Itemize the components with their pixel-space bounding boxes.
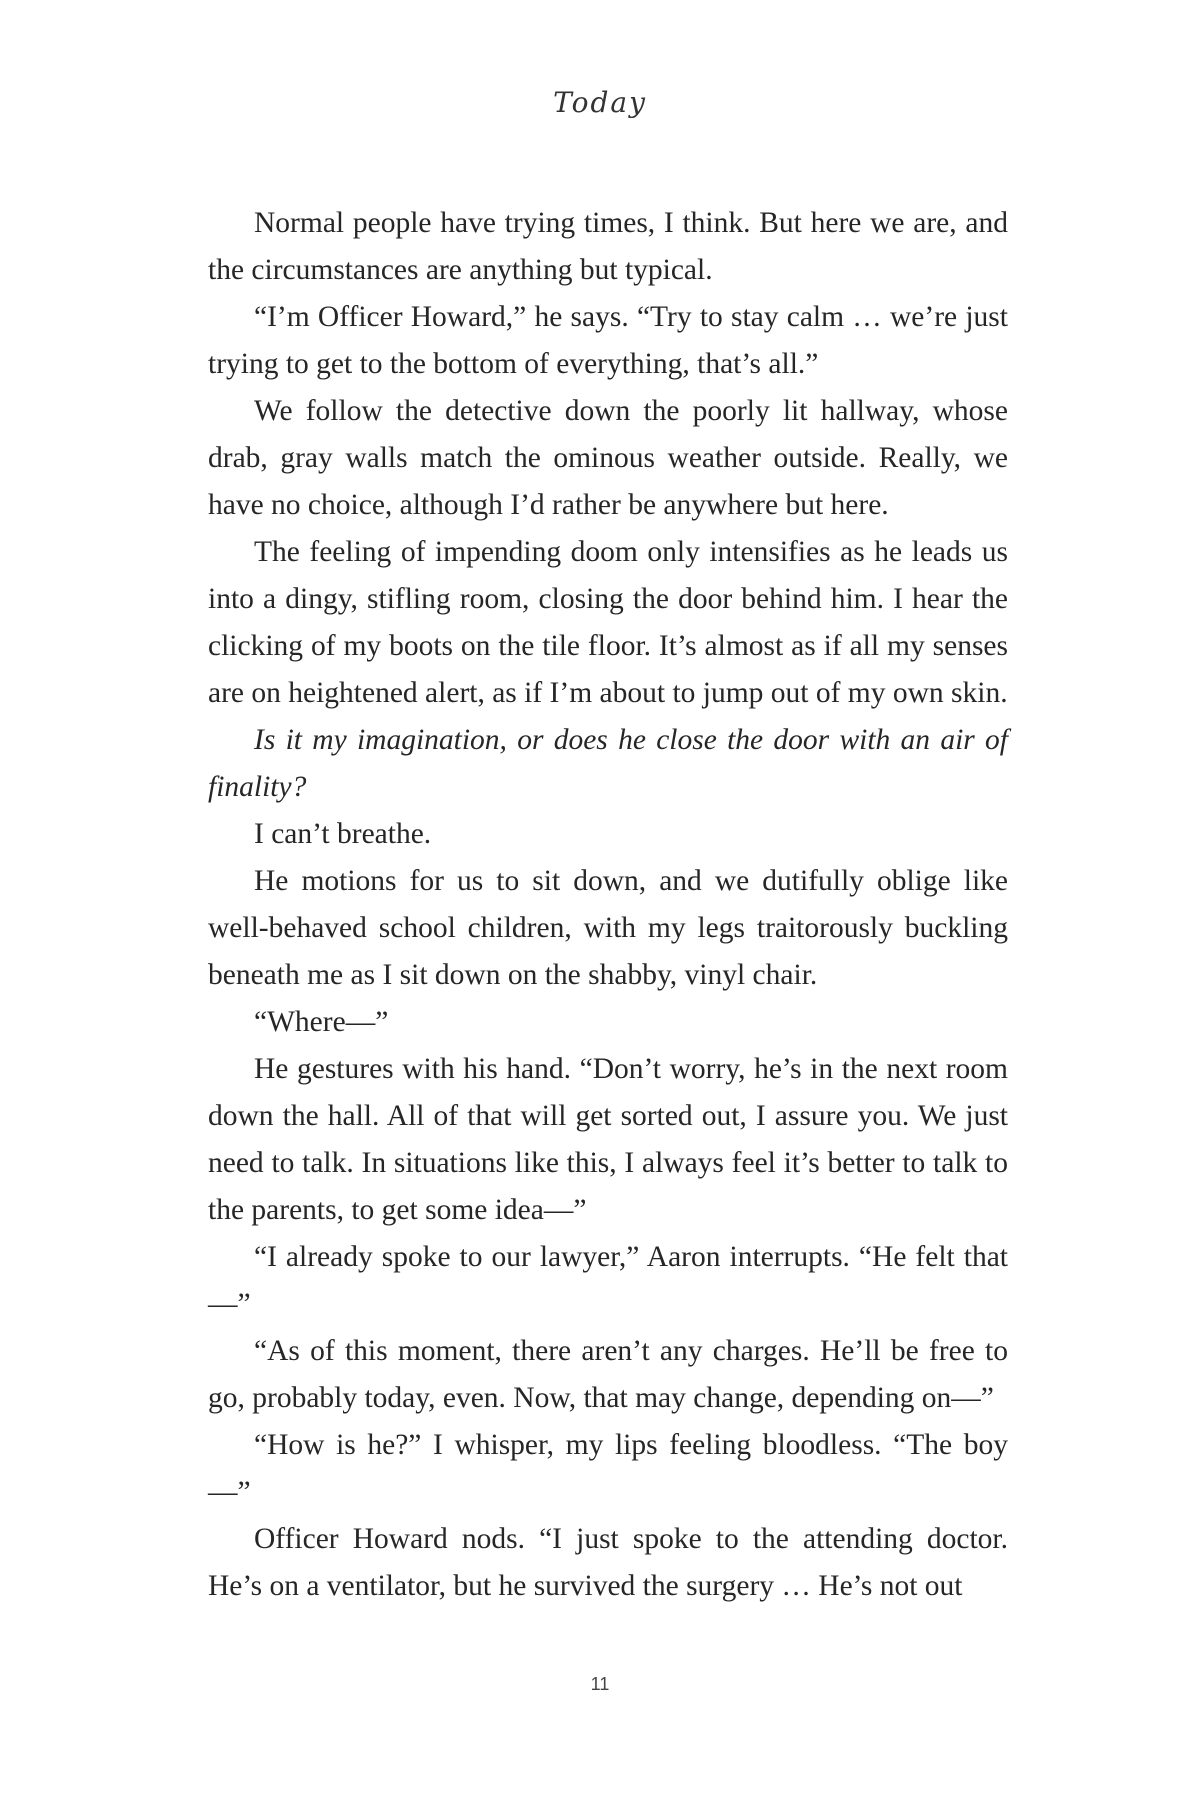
paragraph: “I’m Officer Howard,” he says. “Try to stay calm … we’re just trying to get to the bottom of everything, that’s all.” (208, 301, 1008, 380)
running-header: Today (553, 86, 647, 119)
paragraph: Officer Howard nods. “I just spoke to the attending doctor. He’s on a ventilator, but he survived the surgery … He’s not out (208, 1523, 1008, 1602)
paragraph: We follow the detective down the poorly lit hallway, whose drab, gray walls match the ominous weather outside. Really, we have no choice, although I’d rather be anywhere but here. (208, 395, 1008, 521)
italic-paragraph: Is it my imagination, or does he close the door with an air of finality? (208, 724, 1008, 803)
paragraph: “As of this moment, there aren’t any charges. He’ll be free to go, probably today, even. Now, that may change, depending on—” (208, 1335, 1008, 1414)
body-text (208, 200, 1008, 1610)
paragraph: He gestures with his hand. “Don’t worry, he’s in the next room down the hall. All of that will get sorted out, I assure you. We just need to talk. In situations like this, I always feel it’s better to talk to the parents, to get some idea—” (208, 1053, 1008, 1226)
page-number: 11 (590, 1674, 610, 1694)
paragraph: “I already spoke to our lawyer,” Aaron interrupts. “He felt that—” (208, 1241, 1008, 1320)
paragraph: Normal people have trying times, I think. But here we are, and the circumstances are anything but typical. (208, 207, 1008, 286)
paragraph: The feeling of impending doom only intensifies as he leads us into a dingy, stifling room, closing the door behind him. I hear the clicking of my boots on the tile floor. It’s almost as if all my senses are on heightened alert, as if I’m about to jump out of my own skin. (208, 536, 1008, 709)
paragraph: He motions for us to sit down, and we dutifully oblige like well-behaved school children, with my legs traitorously buckling beneath me as I sit down on the shabby, vinyl chair. (208, 865, 1008, 991)
paragraph: “How is he?” I whisper, my lips feeling bloodless. “The boy—” (208, 1429, 1008, 1508)
paragraph: “Where—” (254, 1006, 389, 1038)
paragraph: I can’t breathe. (254, 818, 432, 850)
